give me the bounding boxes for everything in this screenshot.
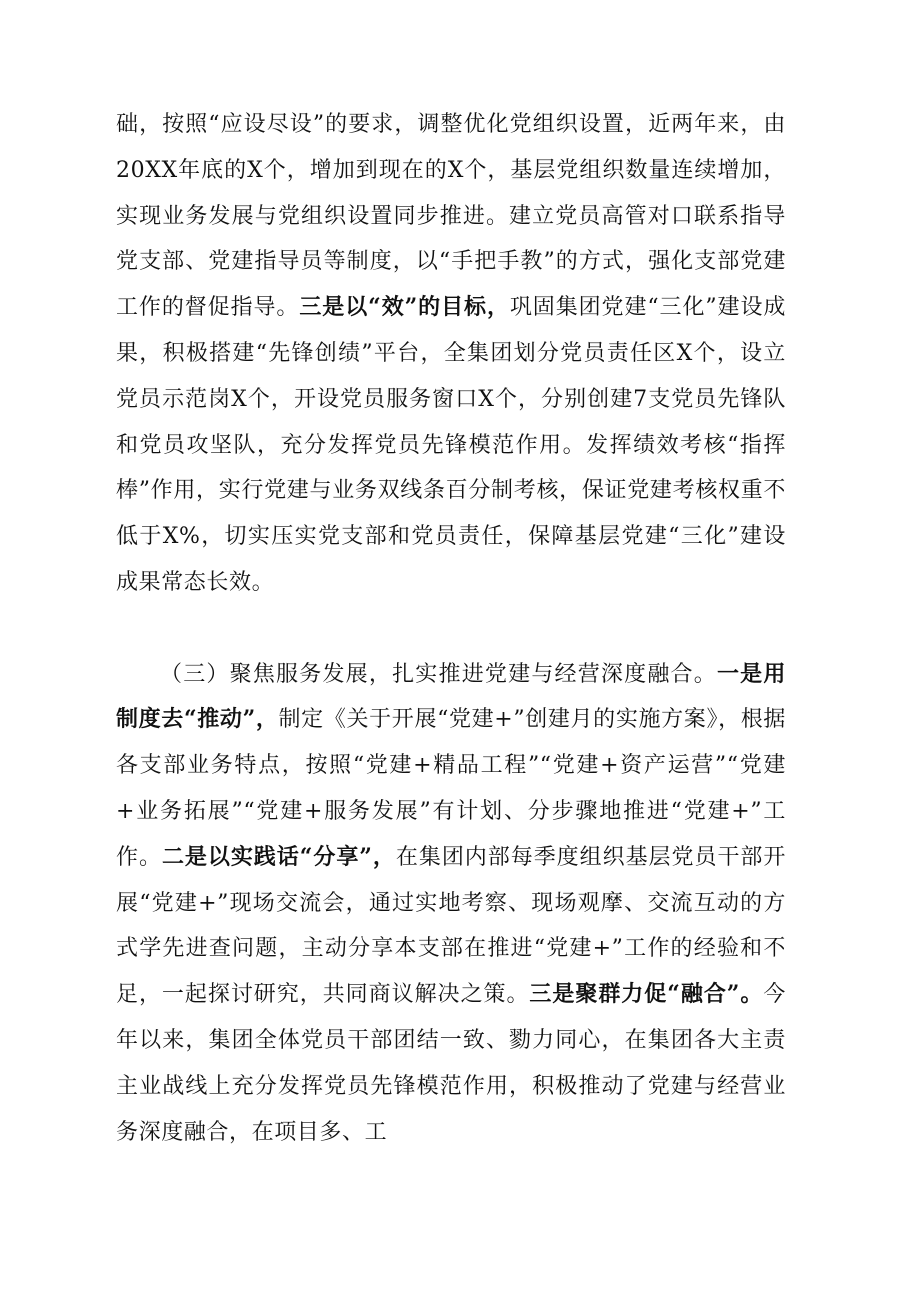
text-run: 今年以来，集团全体党员干部团结一致、勠力同心，在集团各大主责主业战线上充分发挥党员先锋模范作用，积极推动了党建与经营业务深度融合，在项目多、工 (116, 982, 786, 1145)
text-run: 巩固集团党建“三化”建设成果，积极搭建“先锋创绩”平台，全集团划分党员责任区X个，设立党员示范岗X个，开设党员服务窗口X个，分别创建7支党员先锋队和党员攻坚队，充分发挥党员先锋模范作用。发挥绩效考核“指挥棒”作用，实行党建与业务双线条百分制考核，保证党建考核权重不低于X%，切实压实党支部和党员责任，保障基层党建“三化”建设成果常态长效。 (116, 295, 787, 595)
bold-heading-run: 三是以“效”的目标， (299, 294, 510, 321)
paragraph-1 (116, 102, 786, 606)
text-run: 础，按照“应设尽设”的要求，调整优化党组织设置，近两年来，由20XX年底的X个，增加到现在的X个，基层党组织数量连续增加，实现业务发展与党组织设置同步推进。建立党员高管对口联系指导党支部、党建指导员等制度，以“手把手教”的方式，强化支部党建工作的督促指导。 (116, 112, 786, 321)
text-run: 在集团内部每季度组织基层党员干部开展“党建+”现场交流会，通过实地考察、现场观摩、交流互动的方式学先进查问题，主动分享本支部在推进“党建+”工作的经验和不足，一起探讨研究，共同商议解决之策。 (116, 844, 786, 1008)
bold-heading-run: 二是以实践话“分享”， (161, 843, 396, 870)
bold-heading-run: 三是聚群力促“融合”。 (529, 981, 764, 1008)
text-run: 制定《关于开展“党建+”创建月的实施方案》，根据各支部业务特点，按照“党建+精品工程”“党建+资产运营”“党建+业务拓展”“党建+服务发展”有计划、分步骤地推进“党建+”工作。 (116, 707, 786, 870)
section-heading-run: （三）聚焦服务发展，扎实推进党建与经营深度融合。 (160, 661, 717, 687)
bold-heading-run: 一是用制度去“推动”， (116, 660, 786, 733)
document-body (116, 102, 786, 1155)
paragraph-2 (116, 652, 786, 1156)
